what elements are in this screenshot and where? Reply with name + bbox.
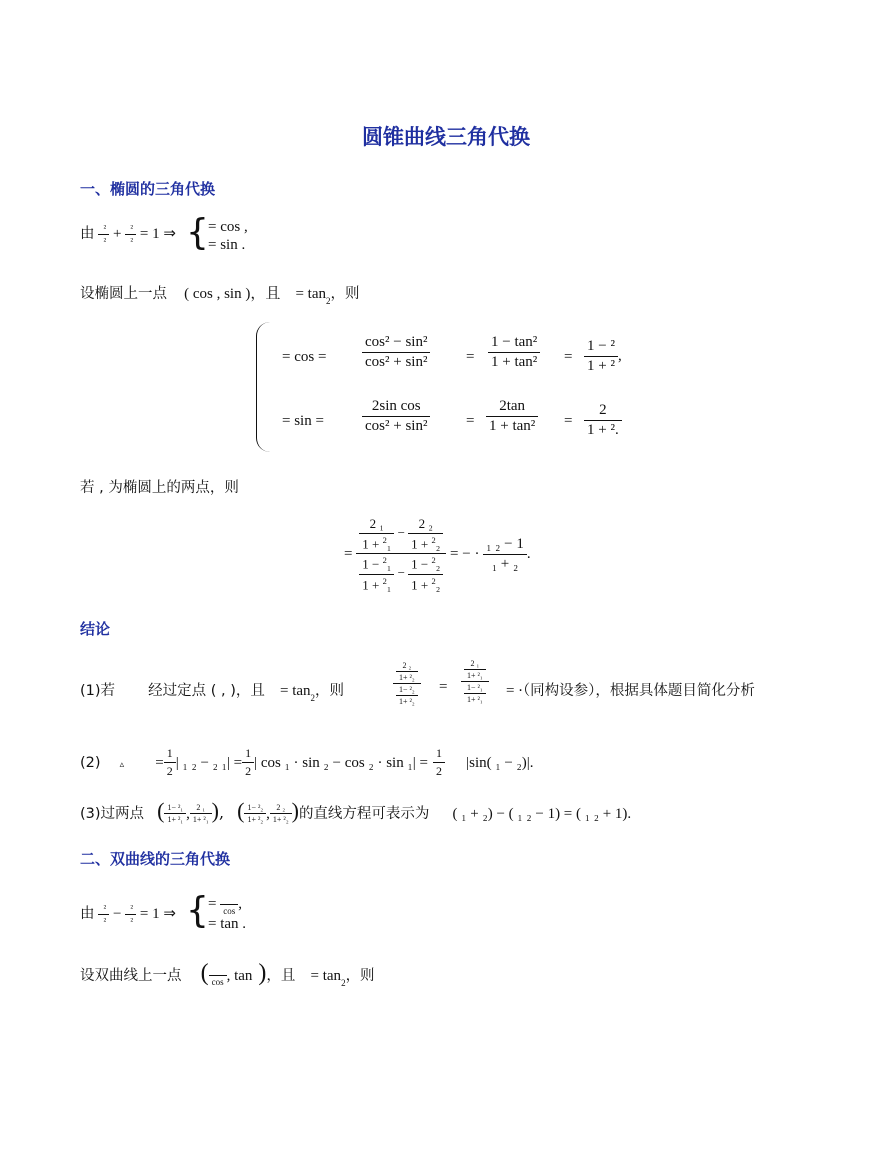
ellipse-case-y: = sin . bbox=[208, 237, 246, 253]
section-heading-conclusion: 结论 bbox=[80, 620, 111, 638]
conclusion-1-eq: = bbox=[439, 679, 448, 695]
eq-sign-4: = bbox=[564, 413, 573, 429]
hyperbola-case-y: = tan . bbox=[208, 916, 247, 932]
eq-sign-2: = bbox=[564, 349, 573, 365]
conclusion-2: (2) ▵ = $\frac{1}{2}$ | ₁ ₂ − ₂ ₁| = $\frac{1}{2}$ | cos ₁ · sin ₂ − cos ₂ · sin ₁| = $\frac{1}{2}$ |sin( ₁ − ₂)|. bbox=[80, 746, 534, 778]
hyperbola-case-x: = cos , bbox=[208, 893, 242, 916]
conclusion-1-frac-a: $\frac{\frac{\text{2 ₂}}{\text{1+ ²₂}}}{\frac{\text{1− ²₂}}{\text{1+ ²₂}}}$ bbox=[393, 661, 421, 706]
hyperbola-equation: 由 $\frac{\text{²}}{\text{²}}$ − $\frac{\text{²}}{\text{²}}$ = 1 ⇒ bbox=[80, 903, 176, 927]
slope-formula: = $\frac{\text{2 ₁}}{1 + ^2_1}$ − $\frac{\text{2 ₂}}{1 + ^2_2}$ $\frac{1 - ^2_1}{1 + ^2_1}$ − $\frac{1 - ^2_2}{1 + ^2_2}$ = − · $\frac{\text{₁ ₂ − 1}}{\text{₁ + ₂}}$ . bbox=[344, 516, 531, 592]
param-x-frac2: $\frac{\text{1 − tan²}}{\text{1 + tan²}}$ bbox=[488, 334, 540, 371]
left-brace: { bbox=[186, 212, 209, 253]
page-title: 圆锥曲线三角代换 bbox=[362, 125, 530, 149]
eq-sign-1: = bbox=[466, 349, 475, 365]
system-brace bbox=[256, 322, 271, 452]
param-y-frac2: $\frac{2\tan}{\text{1 + tan²}}$ bbox=[486, 398, 538, 435]
eq-sign-3: = bbox=[466, 413, 475, 429]
param-x-frac3: $\frac{\text{1 − ²}}{\text{1 + ²}}$ , bbox=[584, 338, 622, 375]
conclusion-1: (1)若 经过定点 ( , )，且 = $\tan_2$，则 bbox=[80, 683, 345, 703]
conclusion-3: (3)过两点 ( $\frac{\text{1− ²₁}}{\text{1+ ²₁}}$ , $\frac{\text{2 ₁}}{\text{1+ ²₁}}$ ), ( $\frac{\text{1− ²₂}}{\text{1+ ²₂}}$ , $\frac{\text{2 ₂}}{\text{1+ ²₂}}$ )的直线方程可表示为 ( ₁ + ₂) − ( ₁ ₂ − 1) = ( ₁ ₂ + 1). bbox=[80, 798, 632, 824]
param-x-lhs: = cos = bbox=[282, 349, 327, 365]
conclusion-1-suffix: = ·（同构设参），根据具体题目简化分析 bbox=[506, 683, 755, 699]
ellipse-point-line: 设椭圆上一点 ( cos , sin )，且 = $\tan_2$，则 bbox=[80, 286, 360, 306]
param-y-frac1: $\frac{\text{2sin cos}}{\text{cos² + sin²}}$ bbox=[362, 398, 430, 435]
param-y-frac3: $\frac{2}{\text{1 + ².}}$ bbox=[584, 402, 622, 439]
two-points-line: 若 , 为椭圆上的两点，则 bbox=[80, 480, 239, 496]
conclusion-1-frac-b: $\frac{\frac{\text{2 ₁}}{\text{1+ ²₁}}}{\frac{\text{1− ²₁}}{\text{1+ ²₁}}}$ bbox=[461, 659, 489, 704]
hyperbola-point-line: 设双曲线上一点 ( cos , tan )，且 = $\tan_2$，则 bbox=[80, 960, 375, 988]
ellipse-case-x: = cos , bbox=[208, 219, 248, 235]
ellipse-equation: 由 $\frac{\text{²}}{\text{²}}$ + $\frac{\text{²}}{\text{²}}$ = 1 ⇒ bbox=[80, 223, 176, 247]
section-heading-ellipse: 一、椭圆的三角代换 bbox=[80, 180, 216, 198]
section-heading-hyperbola: 二、双曲线的三角代换 bbox=[80, 850, 231, 868]
hyperbola-brace: { bbox=[186, 890, 209, 931]
param-x-frac1: $\frac{\text{cos² − sin²}}{\text{cos² + sin²}}$ bbox=[362, 334, 430, 371]
param-y-lhs: = sin = bbox=[282, 413, 324, 429]
